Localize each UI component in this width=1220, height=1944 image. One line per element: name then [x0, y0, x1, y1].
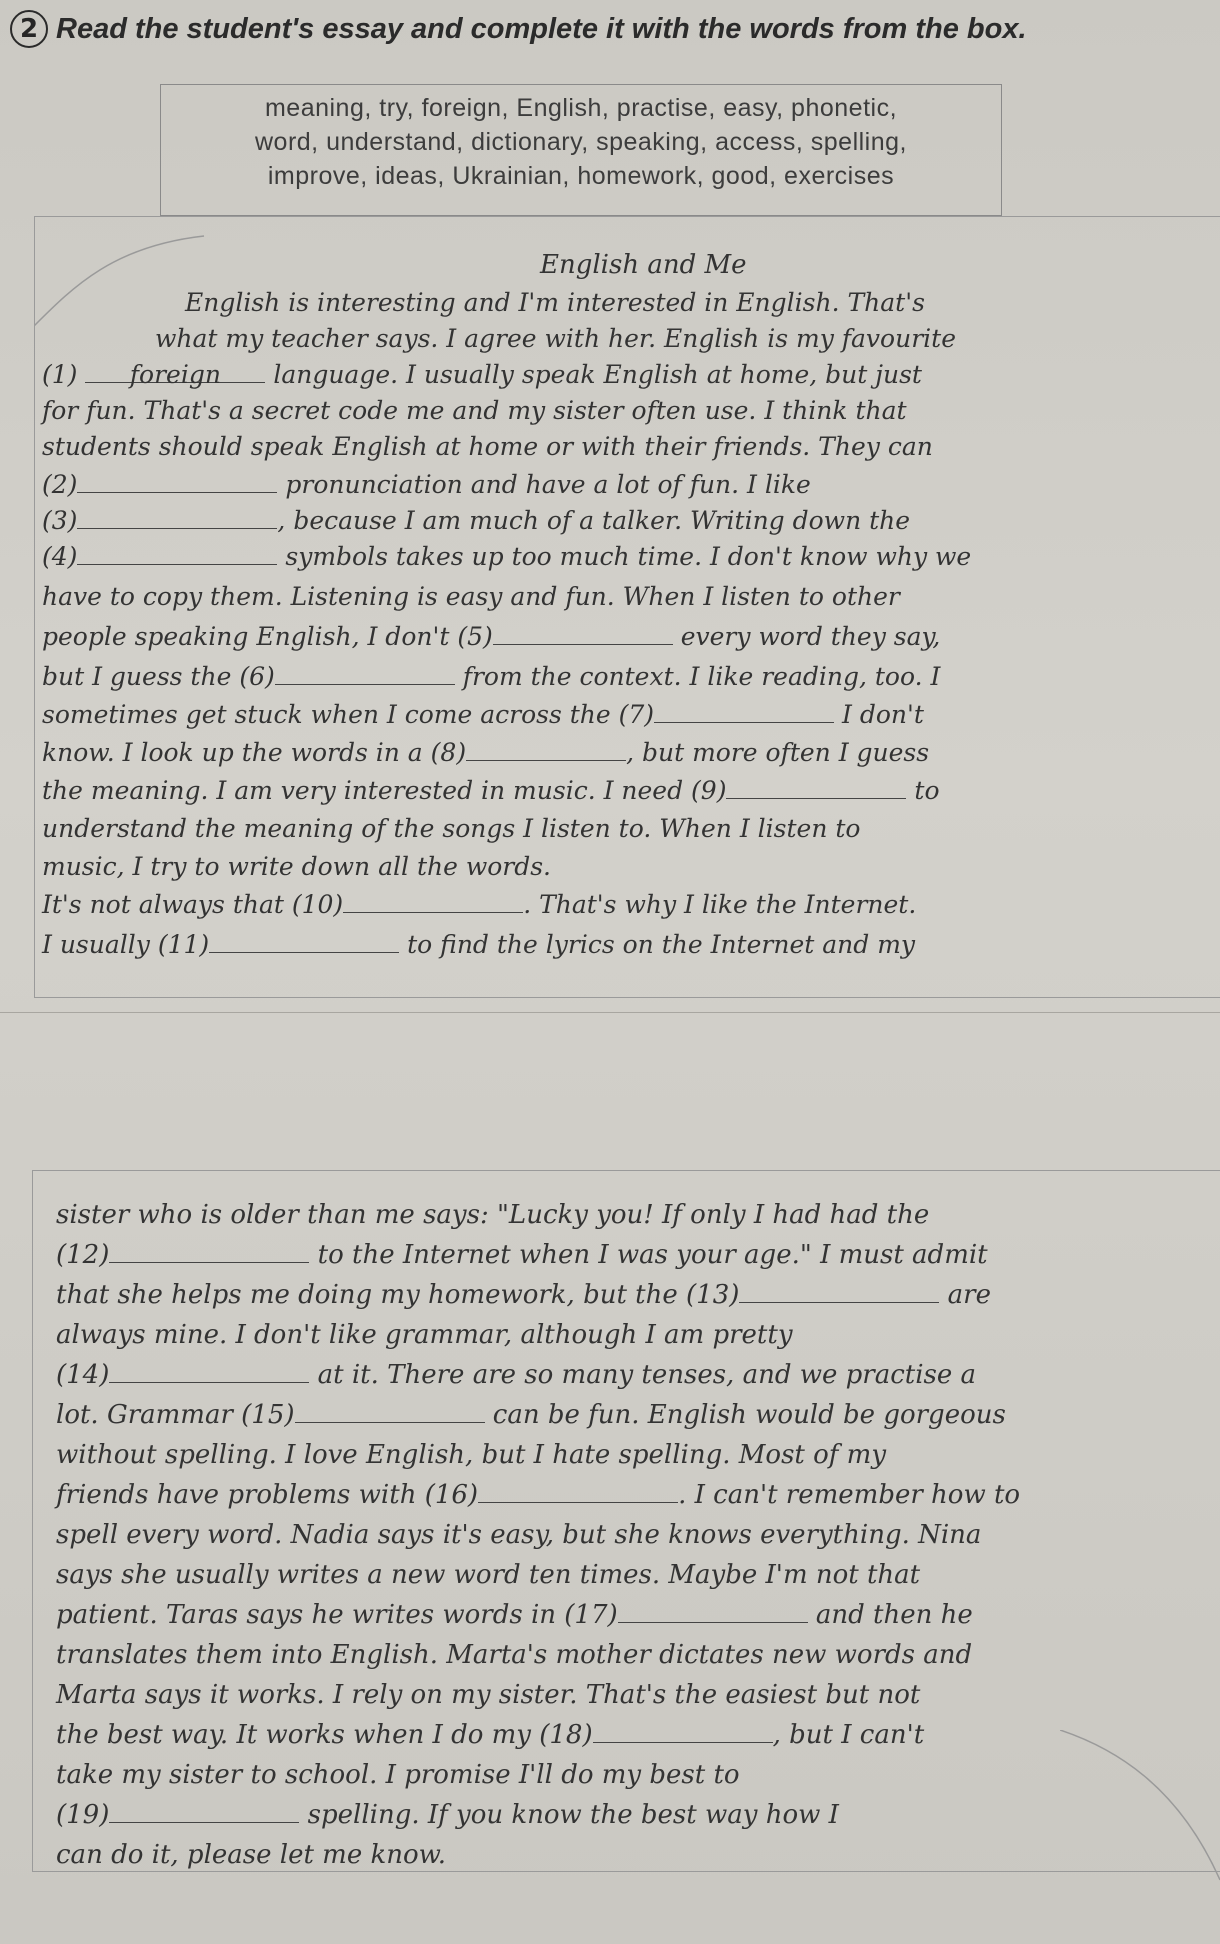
blank-1[interactable]: foreign [85, 360, 265, 383]
essay-line: always mine. I don't like grammar, although I am pretty [56, 1320, 793, 1350]
essay-line: (14) at it. There are so many tenses, and we practise a [56, 1360, 977, 1390]
essay-line: It's not always that (10) . That's why I like the Internet. [42, 890, 917, 919]
word-box-line: improve, ideas, Ukrainian, homework, good, exercises [267, 162, 895, 190]
essay-line: what my teacher says. I agree with her. English is my favourite [155, 324, 956, 353]
essay-line: translates them into English. Marta's mother dictates new words and [56, 1640, 973, 1670]
essay-title: English and Me [540, 250, 747, 280]
word-box-line: word, understand, dictionary, speaking, access, spelling, [255, 128, 907, 156]
essay-line: sister who is older than me says: "Lucky you! If only I had had the [56, 1200, 930, 1230]
blank-12[interactable] [109, 1240, 309, 1263]
essay-line: (4) symbols takes up too much time. I don't know why we [42, 542, 972, 571]
essay-line: patient. Taras says he writes words in (17) and then he [56, 1600, 973, 1630]
essay-line: know. I look up the words in a (8) , but more often I guess [42, 738, 930, 767]
essay-line: for fun. That's a secret code me and my sister often use. I think that [42, 396, 907, 425]
essay-line: but I guess the (6) from the context. I like reading, too. I [42, 662, 941, 691]
word-box-line: meaning, try, foreign, English, practise, easy, phonetic, [264, 94, 898, 122]
essay-line: I usually (11) to find the lyrics on the Internet and my [42, 930, 916, 959]
essay-line: Marta says it works. I rely on my sister. That's the easiest but not [56, 1680, 921, 1710]
essay-line: (3) , because I am much of a talker. Writing down the [42, 506, 911, 535]
essay-line: have to copy them. Listening is easy and fun. When I listen to other [42, 582, 900, 611]
essay-line: English is interesting and I'm interested in English. That's [185, 288, 925, 317]
exercise-number: 2 [10, 10, 48, 48]
blank-19[interactable] [109, 1800, 299, 1823]
essay-line: sometimes get stuck when I come across the (7) I don't [42, 700, 924, 729]
essay-line: friends have problems with (16) . I can't remember how to [56, 1480, 1021, 1510]
essay-line: understand the meaning of the songs I listen to. When I listen to [42, 814, 861, 843]
essay-line: (1) foreign language. I usually speak English at home, but just [42, 360, 922, 389]
essay-line: music, I try to write down all the words. [42, 852, 552, 881]
blank-15[interactable] [295, 1400, 485, 1423]
essay-line: can do it, please let me know. [56, 1840, 447, 1870]
essay-line: (2) pronunciation and have a lot of fun. I like [42, 470, 811, 499]
blank-16[interactable] [478, 1480, 678, 1503]
essay-line: without spelling. I love English, but I hate spelling. Most of my [56, 1440, 887, 1470]
essay-line: spell every word. Nadia says it's easy, but she knows everything. Nina [56, 1520, 982, 1550]
essay-line: take my sister to school. I promise I'll do my best to [56, 1760, 740, 1790]
essay-line: (19) spelling. If you know the best way how I [56, 1800, 839, 1830]
essay-line: students should speak English at home or with their friends. They can [42, 432, 933, 461]
essay-line: that she helps me doing my homework, but the (13) are [56, 1280, 991, 1310]
essay-line: the best way. It works when I do my (18) , but I can't [56, 1720, 925, 1750]
essay-line: lot. Grammar (15) can be fun. English would be gorgeous [56, 1400, 1006, 1430]
blank-14[interactable] [109, 1360, 309, 1383]
essay-line: says she usually writes a new word ten times. Maybe I'm not that [56, 1560, 921, 1590]
essay-line: the meaning. I am very interested in music. I need (9) to [42, 776, 940, 805]
blank-17[interactable] [618, 1600, 808, 1623]
exercise-instruction: Read the student's essay and complete it with the words from the box. [56, 12, 1027, 45]
essay-line: people speaking English, I don't (5) every word they say, [42, 622, 941, 651]
blank-13[interactable] [739, 1280, 939, 1303]
blank-18[interactable] [593, 1720, 773, 1743]
essay-line: (12) to the Internet when I was your age." I must admit [56, 1240, 988, 1270]
